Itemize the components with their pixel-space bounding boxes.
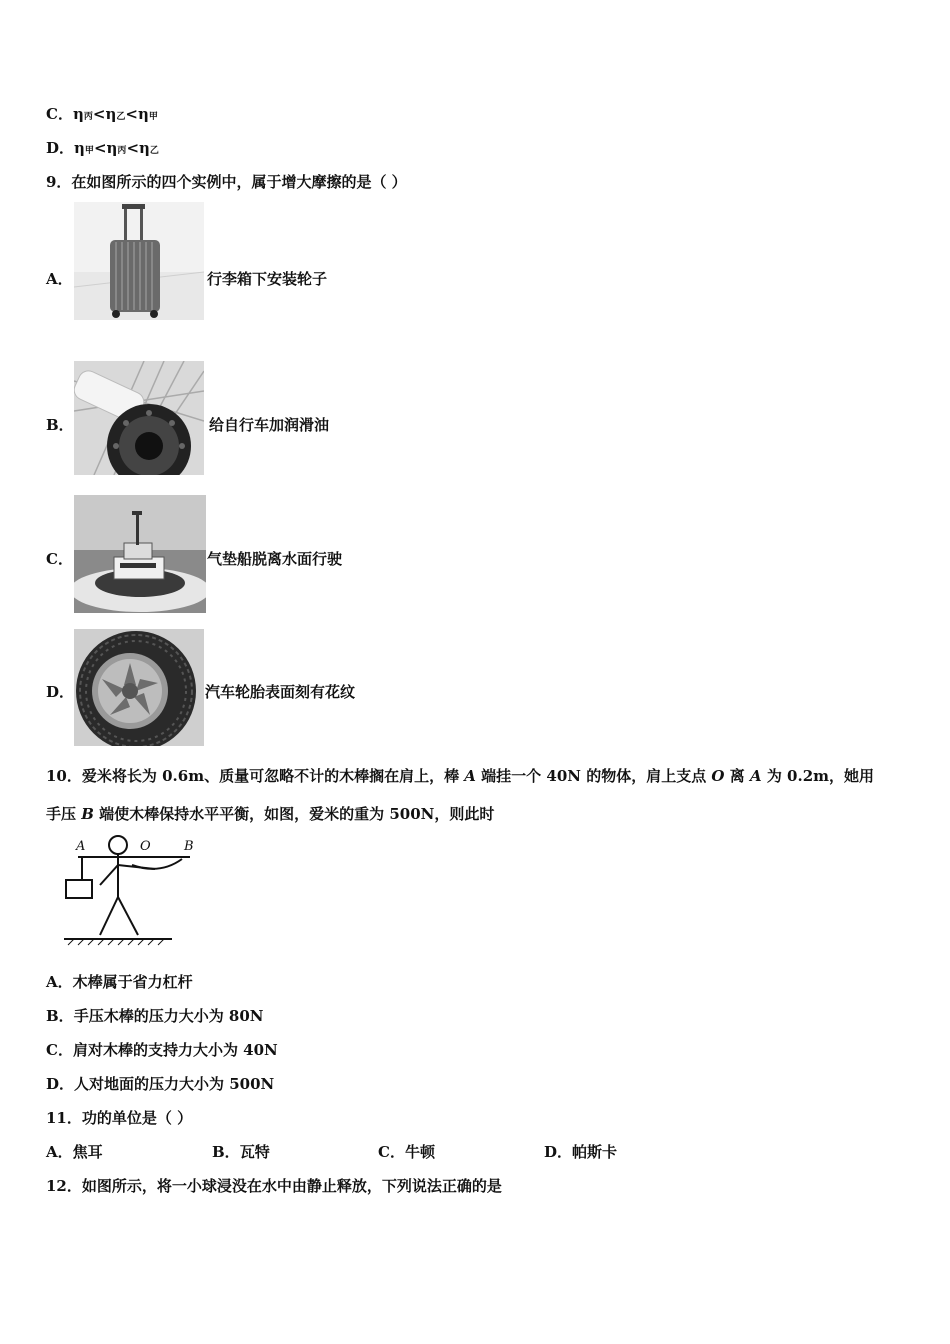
q8-option-d: D．η甲<η丙<η乙 [46, 139, 159, 157]
q9-option-c-text: 气垫船脱离水面行驶 [207, 550, 343, 568]
q8-option-c: C．η丙<η乙<η甲 [46, 105, 158, 123]
q9-option-b-text: 给自行车加润滑油 [209, 416, 330, 434]
q10-stem-line1: 10．爱米将长为 0.6m、质量可忽略不计的木棒搁在肩上，棒 A 端挂一个 40N 的物体，肩上支点 O 离 A 为 0.2m，她用 [46, 767, 875, 785]
hovercraft-image [74, 495, 206, 613]
q11-options [46, 1141, 710, 1162]
q9-stem: 9．在如图所示的四个实例中，属于增大摩擦的是（ ） [46, 173, 407, 191]
tire-image [74, 629, 204, 746]
bicycle-oil-image [74, 361, 204, 475]
q11-option-a: A．焦耳 [46, 1143, 103, 1161]
q10-option-c: C．肩对木棒的支持力大小为 40N [46, 1041, 278, 1059]
q9-option-a-text: 行李箱下安装轮子 [207, 270, 328, 288]
figure-label-a: A [76, 839, 86, 854]
q10-option-a: A．木棒属于省力杠杆 [46, 973, 193, 991]
q11-stem: 11．功的单位是（ ） [46, 1109, 193, 1127]
q10-option-b: B．手压木棒的压力大小为 80N [46, 1007, 264, 1025]
q11-option-c: C．牛顿 [378, 1143, 435, 1161]
lever-figure [60, 835, 220, 947]
q9-option-b-label: B． [46, 416, 74, 434]
q9-option-d-text: 汽车轮胎表面刻有花纹 [205, 683, 356, 701]
figure-label-o: O [140, 839, 151, 854]
q10-option-d: D．人对地面的压力大小为 500N [46, 1075, 275, 1093]
figure-label-b: B [184, 839, 194, 854]
q11-option-d: D．帕斯卡 [544, 1143, 618, 1161]
q9-option-c-label: C． [46, 550, 73, 568]
q12-stem: 12．如图所示，将一小球浸没在水中由静止释放，下列说法正确的是 [46, 1177, 502, 1195]
q9-option-a-label: A． [46, 270, 73, 288]
q11-option-b: B．瓦特 [212, 1143, 270, 1161]
suitcase-image [74, 202, 204, 320]
q9-option-d-label: D． [46, 683, 75, 701]
q10-stem-line2: 手压 B 端使木棒保持水平平衡，如图，爱米的重为 500N，则此时 [46, 805, 495, 823]
